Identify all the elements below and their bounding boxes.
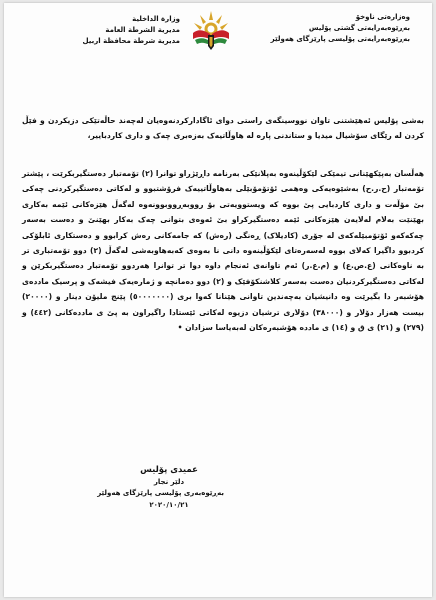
body-paragraph-details: هەڵسان بەپێکهێنانی تیمێکی لێکۆڵینەوە بەپلانێکی بەرنامە داڕێژراو توانرا (٢) تۆمەتبار دەستگیربکرێت ، پێشتر تۆمەتبار (ح.ر.ح) بەشێوەیەکی وەهمی ئۆتۆمۆبێلی بەهاوڵاتییەک فرۆشتبوو و لەکاتی دەستگیرکردنی چەکی بێ مۆڵەت و داری کاردبایی پێ بووە کە ویستوویەتی بۆ رووبەڕووبوونەوە لەگەڵ هێزەکانی ئێمە بەکاری بهێنێت بەلام لەلایەن هێزەکانی ئێمە دەستگیرکراو بێ ئەوەی بتوانی چەک بەکار بهێنێ و دەست بەسەر چەکەکەو ئۆتۆمبێلەکەی لە جۆری (کادیلاک) ڕەنگی (رەش) کە جامەکانی رەش کرابوو و دەستکاری ئابلۆکی کردبوو داگیرا کەلای بووە لەسەرەتای لێکۆڵینەوە دانی نا بەوەی کەبەهاوبەشی لەگەڵ (٢) دوو تۆمەتباری تر بە ناوەکانی (ع.ص.ع) و (م.ع.ر) ئەم تاوانەی ئەنجام داوە دوا تر توانرا هەردوو تۆمەتبار دەستگیربکرێن و لەکاتی دەستگیرکردنیان دەست بەسەر کلاشنکۆفێک و (٢) دوو دەمانچە و ژمارەیەک فیشەک و پرسیک ماددەی هۆشبەر دا بگیرێت وە دانیشیان بەچەندین تاوانی هێنانا کەوا بری (٥٠٠٠٠٠٠٠) پێنج ملیۆن دینار و (٢٠٠٠٠) بیست هەزار دۆلار و (٣٨٠٠٠) دۆلاری ترشیان دزیوە لەکاتی ئێستادا راگیراون بە پێ ی ماددەکانی (٤٤٢) و (٢٧٩) و (٢١) ی ق و (١٤) ی ماددە هۆشبەرەکان لەبەیاسا سزادان • <box>22 169 425 333</box>
signature-rank: عمیدی پۆلیس <box>140 465 198 475</box>
header-kurdish <box>270 12 410 45</box>
header-arabic <box>62 14 180 47</box>
kurdistan-police-emblem-icon <box>190 9 232 53</box>
body-paragraph-intro: بەشی پۆلیس ئەهێشتنی تاوان نووسینگەی راستی دوای ئاگادارکردنەوەیان لەچەند حاڵەتێکی دزیکردن و فێڵ کردن لە رێگای سۆشیال میدیا و ستاندنی پارە لە هاوڵاتیەک بەزەبری چەک و داری کاردباییر، <box>22 116 424 140</box>
header-kurdish-line-3: بەڕێوەبەرایەتی پۆلیسی پارێزگای هەولێر <box>270 35 410 43</box>
header-kurdish-line-2: بەڕێوەبەرایەتی گشتی پۆلیس <box>308 24 410 32</box>
document-page <box>4 3 432 597</box>
signature-name: دلێر نجار <box>153 477 185 486</box>
header-arabic-line-2: مديرية الشرطة العامة <box>105 26 180 34</box>
header-arabic-line-3: مديرية شرطة محافظة اربيل <box>82 37 180 45</box>
header-arabic-line-1: وزارة الداخلية <box>132 15 180 23</box>
signature-block <box>97 465 224 511</box>
signature-title: بەڕێوەبەری پۆلیسی پارێزگای هەولێر <box>97 489 224 497</box>
header-kurdish-line-1: وەزارەتی ناوخۆ <box>355 13 410 21</box>
signature-date: ٢٠٢٠/١٠/٢١ <box>149 500 189 509</box>
